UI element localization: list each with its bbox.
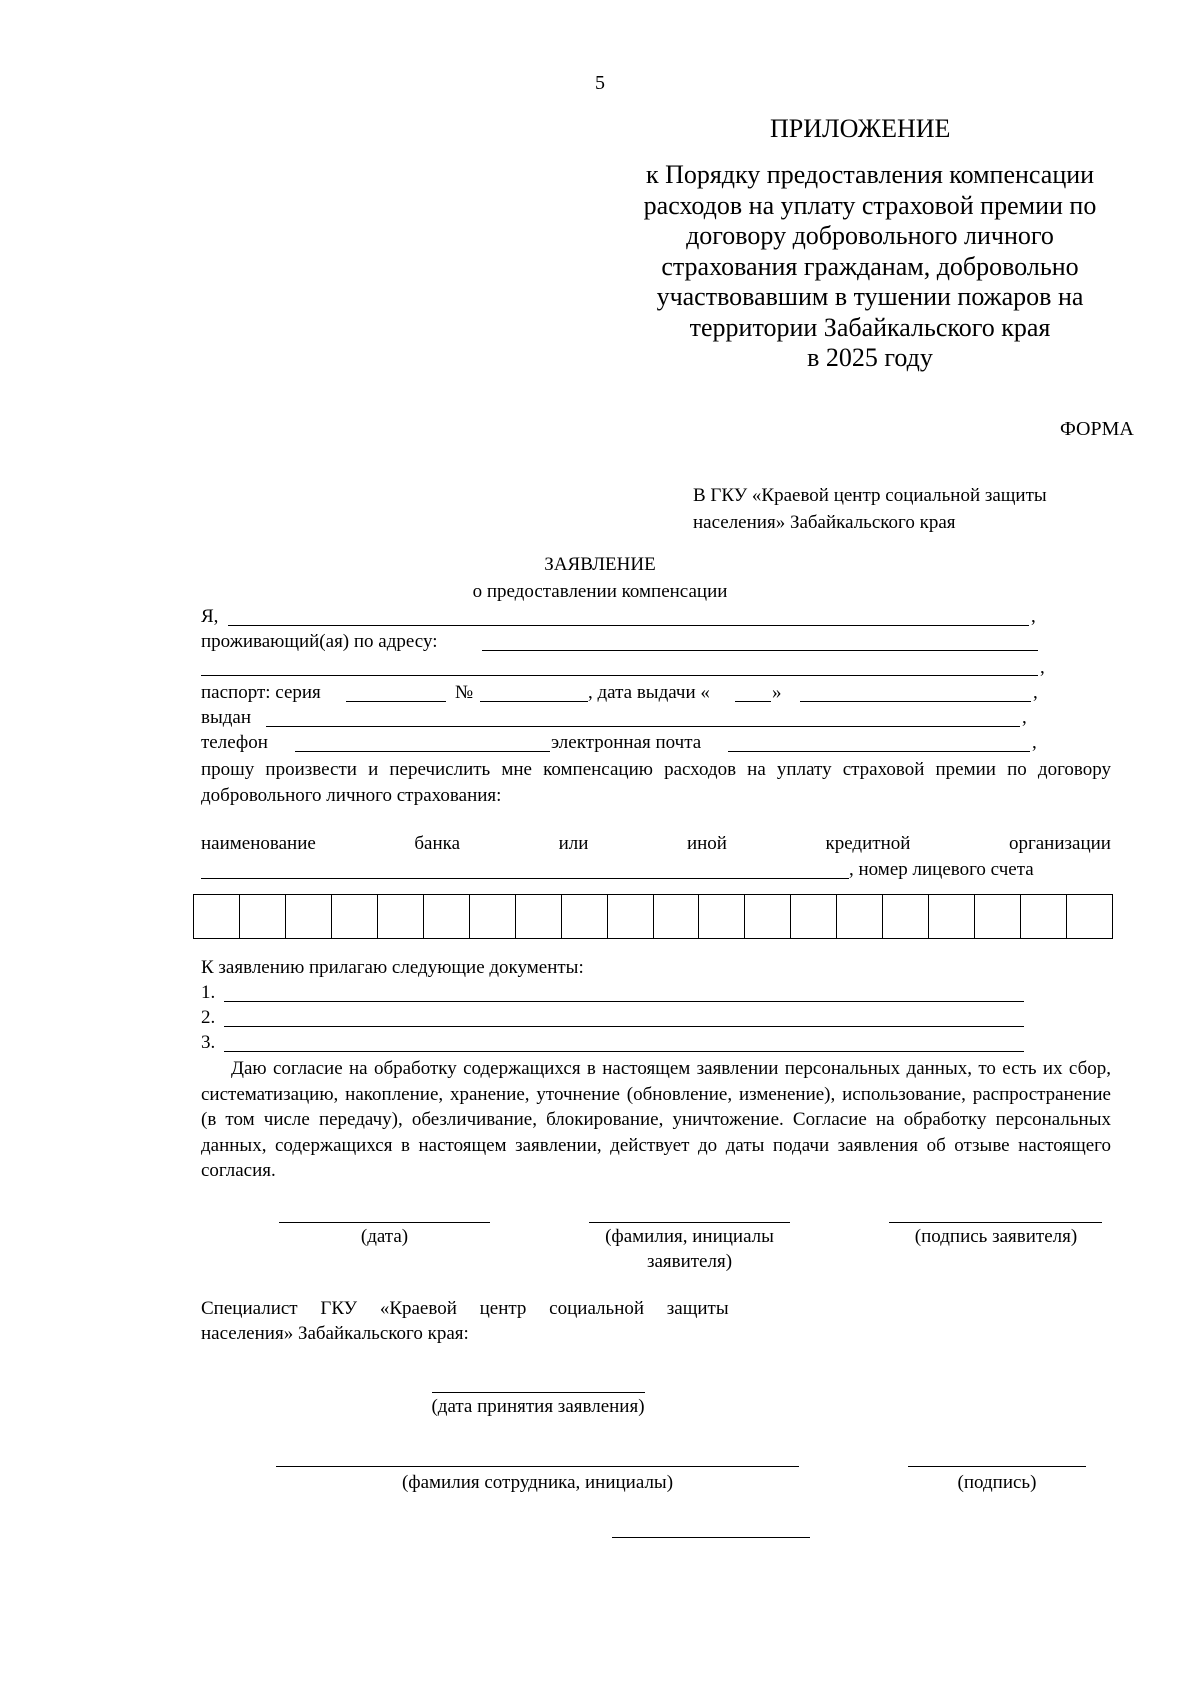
application-subtitle: о предоставлении компенсации [472, 581, 728, 602]
account-digit-cell[interactable] [1067, 895, 1112, 938]
addressee-line: В ГКУ «Краевой центр социальной защиты [693, 485, 1047, 506]
account-digit-cell[interactable] [654, 895, 700, 938]
passport-number-label: № [455, 682, 474, 703]
date-field[interactable] [279, 1202, 490, 1223]
issued-by-label: выдан [201, 707, 252, 728]
appendix-line: в 2025 году [807, 343, 933, 372]
comma: , [1032, 732, 1037, 753]
passport-series-label: паспорт: серия [201, 682, 321, 703]
addressee [693, 482, 1153, 536]
applicant-signature-caption: (подпись заявителя) [914, 1226, 1078, 1247]
issue-date-close: » [772, 682, 782, 703]
account-digit-cell[interactable] [424, 895, 470, 938]
document-item-number: 2. [201, 1007, 216, 1028]
applicant-name-caption-2: заявителя) [646, 1251, 733, 1272]
account-digit-cell[interactable] [516, 895, 562, 938]
appendix-line: участвовавшим в тушении пожаров на [656, 282, 1084, 311]
passport-number-field[interactable] [480, 681, 588, 702]
account-digit-cell[interactable] [883, 895, 929, 938]
bank-label-word: наименование [201, 833, 316, 854]
documents-label: К заявлению прилагаю следующие документы: [201, 957, 584, 978]
issue-date-field[interactable] [800, 681, 1031, 702]
extra-field[interactable] [612, 1517, 810, 1538]
appendix-line: страхования гражданам, добровольно [661, 251, 1079, 281]
account-digit-cell[interactable] [470, 895, 516, 938]
document-field-2[interactable] [224, 1006, 1024, 1027]
bank-name-field[interactable] [201, 858, 849, 879]
issue-date-label: , дата выдачи « [588, 682, 710, 703]
comma: , [1022, 707, 1027, 728]
account-digit-cell[interactable] [286, 895, 332, 938]
account-label: , номер лицевого счета [849, 859, 1034, 880]
account-digit-cell[interactable] [378, 895, 424, 938]
account-digit-cell[interactable] [562, 895, 608, 938]
appendix-line: к Порядку предоставления компенсации [645, 160, 1095, 189]
comma: , [1031, 606, 1036, 627]
consent-text: Даю согласие на обработку содержащихся в настоящем заявлении персональных данных, то есть их сбор, систематизацию, накопление, хранение, уточнение (обновление, изменение), использование, распространение (в том числе передачу), обезличивание, блокирование, уничтожение. Согласие на обработку персональных данных, содержащихся в настоящем заявлении, действует до даты подачи заявления об отзыве настоящего согласия. [201, 1058, 1111, 1181]
address-label: проживающий(ая) по адресу: [201, 631, 438, 652]
account-digit-cell[interactable] [745, 895, 791, 938]
bank-label-word: организации [1008, 833, 1111, 854]
phone-label: телефон [201, 732, 268, 753]
account-digit-cell[interactable] [975, 895, 1021, 938]
request-text: прошу произвести и перечислить мне компенсацию расходов на уплату страховой премии по договору добровольного личного страхования: [201, 759, 1111, 806]
employee-name-field[interactable] [276, 1446, 799, 1467]
address-field[interactable] [482, 629, 1038, 651]
account-digit-cell[interactable] [837, 895, 883, 938]
appendix-line: договору добровольного личного [686, 221, 1054, 250]
page-number: 5 [595, 72, 605, 94]
specialist-line-2: населения» Забайкальского края: [201, 1323, 469, 1344]
bank-label-word: или [558, 833, 589, 854]
address-field-continued[interactable] [201, 654, 1038, 676]
document-field-3[interactable] [224, 1031, 1024, 1052]
account-digit-cell[interactable] [699, 895, 745, 938]
issue-day-field[interactable] [735, 681, 771, 702]
bank-label-word: иной [686, 833, 727, 854]
form-label: ФОРМА [1060, 418, 1134, 440]
employee-signature-caption: (подпись) [957, 1472, 1037, 1493]
account-digit-cell[interactable] [194, 895, 240, 938]
appendix-subtitle [590, 160, 1150, 374]
accept-date-caption: (дата принятия заявления) [431, 1396, 645, 1417]
accept-date-field[interactable] [432, 1372, 645, 1393]
specialist-text: Специалист ГКУ «Краевой центр социальной защиты [201, 1298, 729, 1319]
account-number-grid [193, 894, 1113, 939]
document-item-number: 3. [201, 1032, 216, 1053]
email-label: электронная почта [551, 732, 702, 753]
email-field[interactable] [728, 731, 1030, 752]
bank-label-word: кредитной [825, 833, 911, 854]
account-digit-cell[interactable] [240, 895, 286, 938]
phone-field[interactable] [295, 731, 550, 752]
document-field-1[interactable] [224, 981, 1024, 1002]
appendix-line: расходов на уплату страховой премии по [643, 190, 1097, 220]
name-label: Я, [201, 606, 219, 627]
account-digit-cell[interactable] [332, 895, 378, 938]
applicant-name-field[interactable] [589, 1202, 790, 1223]
application-title: ЗАЯВЛЕНИЕ [544, 554, 656, 575]
appendix-line: территории Забайкальского края [689, 312, 1051, 342]
full-name-field[interactable] [228, 604, 1029, 626]
document-item-number: 1. [201, 982, 216, 1003]
employee-signature-field[interactable] [908, 1446, 1086, 1467]
account-digit-cell[interactable] [791, 895, 837, 938]
comma: , [1040, 657, 1045, 678]
addressee-line: населения» Забайкальского края [693, 512, 956, 533]
bank-label [201, 833, 1111, 855]
account-digit-cell[interactable] [608, 895, 654, 938]
issued-by-field[interactable] [266, 706, 1020, 727]
applicant-signature-field[interactable] [889, 1202, 1102, 1223]
applicant-name-caption: (фамилия, инициалы [605, 1226, 774, 1247]
appendix-title: ПРИЛОЖЕНИЕ [770, 114, 951, 143]
employee-name-caption: (фамилия сотрудника, инициалы) [401, 1472, 674, 1493]
account-digit-cell[interactable] [929, 895, 975, 938]
bank-label-word: банка [414, 833, 461, 854]
account-digit-cell[interactable] [1021, 895, 1067, 938]
specialist-line-1 [201, 1298, 799, 1320]
date-caption: (дата) [360, 1226, 409, 1247]
comma: , [1033, 682, 1038, 703]
passport-series-field[interactable] [346, 681, 446, 702]
